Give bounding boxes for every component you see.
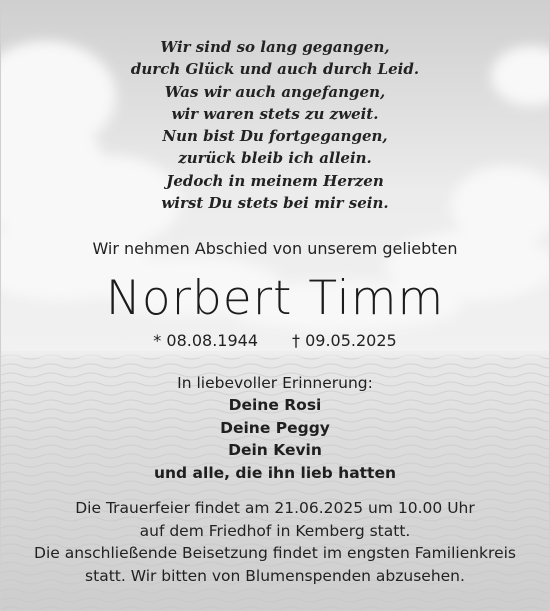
- poem-line: durch Glück und auch durch Leid.: [130, 60, 420, 79]
- signatory: und alle, die ihn lieb hatten: [153, 463, 397, 482]
- funeral-service-info: [1, 497, 549, 587]
- death-date: † 09.05.2025: [292, 331, 397, 350]
- poem-line: Nun bist Du fortgegangen,: [162, 127, 388, 146]
- farewell-intro: Wir nehmen Abschied von unserem geliebten: [92, 239, 458, 258]
- poem-line: Jedoch in meinem Herzen: [166, 171, 384, 190]
- service-line: Die anschließende Beisetzung findet im engsten Familienkreis: [34, 544, 516, 563]
- service-line: statt. Wir bitten von Blumenspenden abzusehen.: [85, 566, 465, 585]
- deceased-name: Norbert Timm: [105, 271, 445, 326]
- poem-line: Was wir auch angefangen,: [164, 82, 386, 101]
- poem-line: wirst Du stets bei mir sein.: [161, 194, 389, 213]
- life-dates: [1, 331, 549, 350]
- poem-line: Wir sind so lang gegangen,: [160, 38, 390, 56]
- service-line: auf dem Friedhof in Kemberg statt.: [139, 521, 411, 540]
- poem: [1, 36, 549, 214]
- service-line: Die Trauerfeier findet am 21.06.2025 um 10.00 Uhr: [75, 499, 475, 517]
- signatory: Deine Rosi: [228, 396, 322, 415]
- signatory: Deine Peggy: [220, 418, 330, 437]
- memory-heading: In liebevoller Erinnerung:: [177, 374, 373, 392]
- poem-line: zurück bleib ich allein.: [178, 149, 372, 168]
- memory-section: [1, 372, 549, 484]
- signatory: Dein Kevin: [228, 441, 322, 460]
- birth-date: * 08.08.1944: [153, 331, 258, 350]
- poem-line: wir waren stets zu zweit.: [171, 104, 379, 123]
